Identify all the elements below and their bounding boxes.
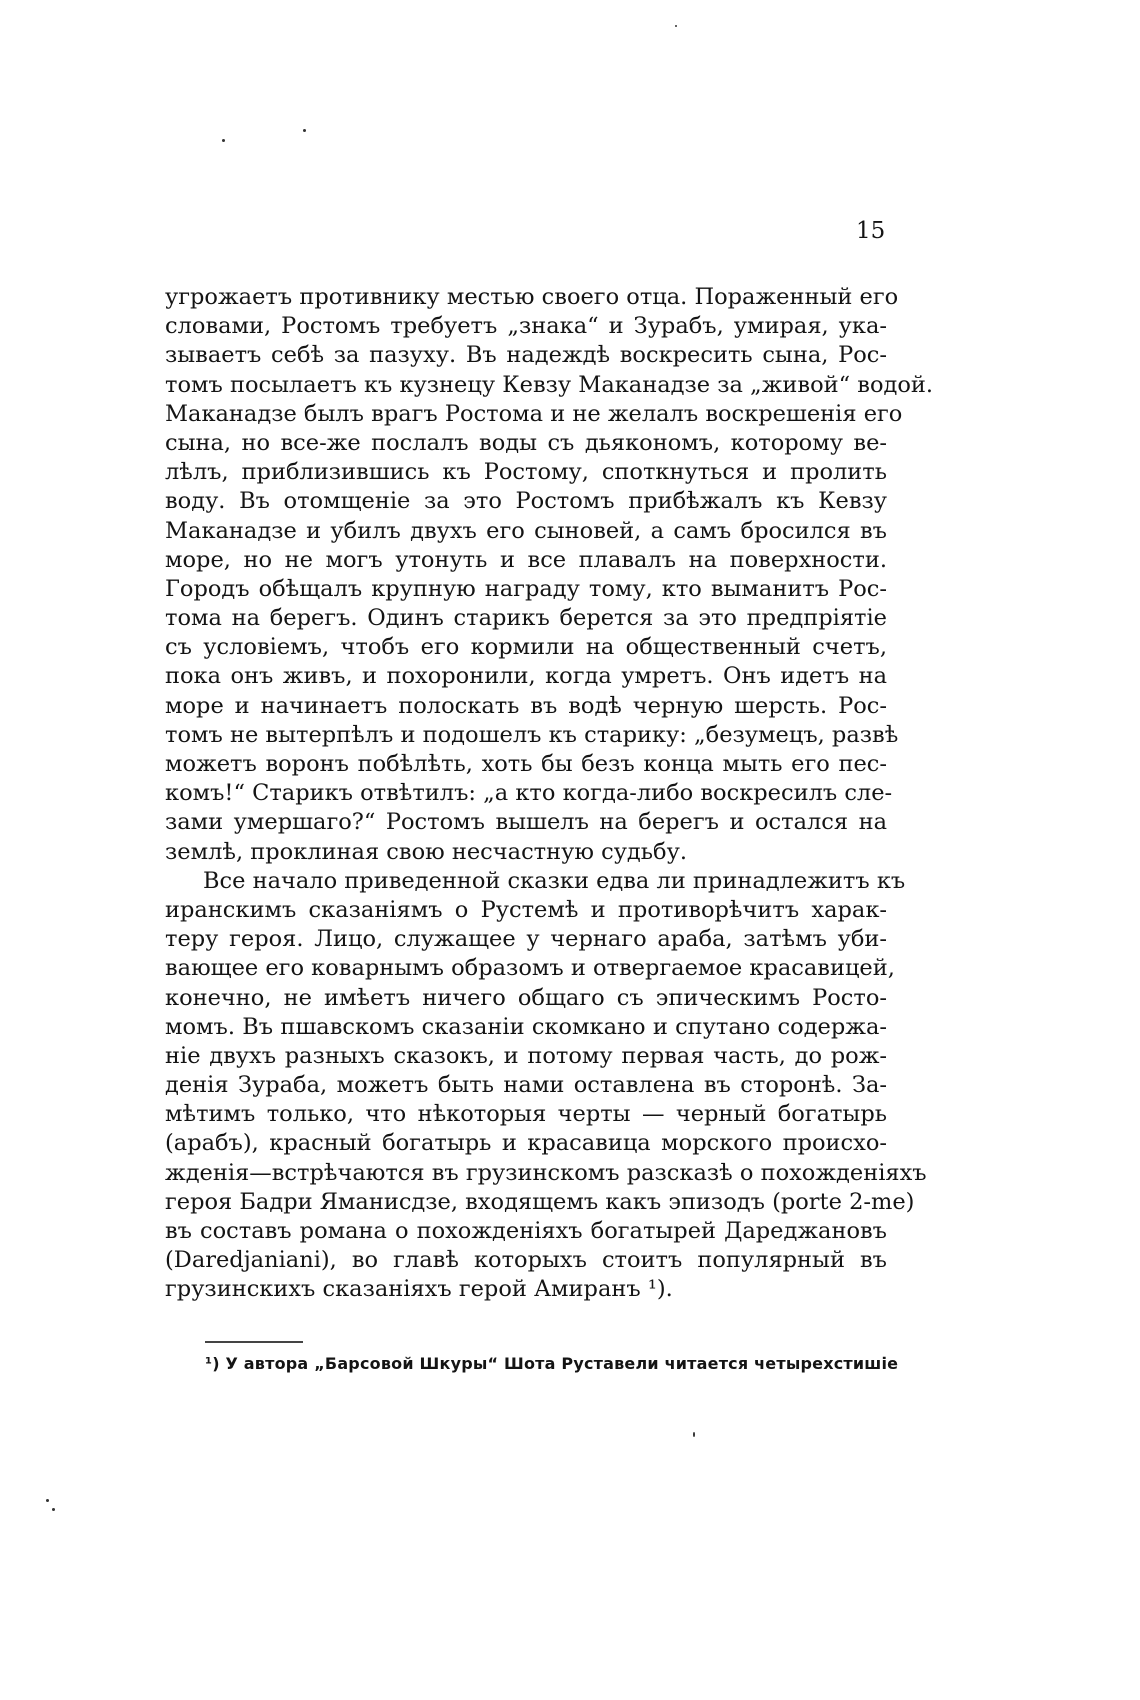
text-line: зываетъ себѣ за пазуху. Въ надеждѣ воскресить сына, Рос-	[165, 342, 887, 369]
footnote: ¹) У автора „Барсовой Шкуры“ Шота Руставели читается четырехстишіе	[205, 1354, 899, 1373]
text-line: иранскимъ сказаніямъ о Рустемѣ и противорѣчитъ харак-	[165, 896, 887, 923]
text-line: мѣтимъ только, что нѣкоторыя черты — черный богатырь	[165, 1101, 887, 1128]
text-line: воду. Въ отомщеніе за это Ростомъ прибѣжалъ къ Кевзу	[165, 488, 887, 515]
text-line: теру героя. Лицо, служащее у чернаго араба, затѣмъ уби-	[165, 926, 887, 953]
scan-speck	[52, 1508, 55, 1511]
text-line: героя Бадри Яманисдзе, входящемъ какъ эпизодъ (porte 2-me)	[165, 1188, 915, 1215]
text-line: словами, Ростомъ требуетъ „знака“ и Зурабъ, умирая, ука-	[165, 313, 887, 340]
text-line: зами умершаго?“ Ростомъ вышелъ на берегъ и остался на	[165, 809, 887, 836]
text-line: томъ не вытерпѣлъ и подошелъ къ старику: „безумецъ, развѣ	[165, 721, 899, 748]
scan-speck	[46, 1499, 49, 1502]
text-line: комъ!“ Старикъ отвѣтилъ: „а кто когда-либо воскресилъ сле-	[165, 780, 893, 807]
scan-speck	[303, 129, 306, 132]
text-line: съ условіемъ, чтобъ его кормили на общественный счетъ,	[165, 634, 887, 661]
text-line: томъ посылаетъ къ кузнецу Кевзу Маканадзе за „живой“ водой.	[165, 371, 934, 398]
paragraph-1	[165, 283, 934, 867]
footnote-divider	[205, 1341, 303, 1343]
text-line: момъ. Въ пшавскомъ сказаніи скомкано и спутано содержа-	[165, 1013, 887, 1040]
main-text	[165, 283, 934, 1305]
scan-speck	[675, 25, 677, 27]
text-line: сына, но все-же послалъ воды съ дьякономъ, которому ве-	[165, 429, 887, 456]
text-line: землѣ, проклиная свою несчастную судьбу.	[165, 838, 687, 865]
text-line: (арабъ), красный богатырь и красавица морского происхо-	[165, 1130, 887, 1157]
text-line: море и начинаетъ полоскать въ водѣ черную шерсть. Рос-	[165, 692, 887, 719]
text-line: денія Зураба, можетъ быть нами оставлена въ сторонѣ. За-	[165, 1072, 887, 1099]
text-line: угрожаетъ противнику местью своего отца. Пораженный его	[165, 284, 899, 310]
text-line: Маканадзе былъ врагъ Ростома и не желалъ воскрешенія его	[165, 400, 903, 427]
text-line: можетъ воронъ побѣлѣть, хоть бы безъ конца мыть его пес-	[165, 751, 887, 777]
text-line: ніе двухъ разныхъ сказокъ, и потому первая часть, до рож-	[165, 1042, 887, 1069]
text-line: Маканадзе и убилъ двухъ его сыновей, а самъ бросился въ	[165, 517, 887, 544]
text-line: въ составъ романа о похожденіяхъ богатырей Дареджановъ	[165, 1218, 887, 1244]
text-line: пока онъ живъ, и похоронили, когда умретъ. Онъ идетъ на	[165, 663, 887, 690]
text-line: Городъ обѣщалъ крупную награду тому, кто выманитъ Рос-	[165, 575, 887, 602]
text-line: грузинскихъ сказаніяхъ герой Амиранъ ¹).	[165, 1276, 673, 1303]
text-line: лѣлъ, приблизившись къ Ростому, споткнуться и пролить	[165, 459, 887, 486]
scan-speck	[693, 1432, 695, 1437]
page-number: 15	[856, 218, 886, 244]
text-line: Все начало приведенной сказки едва ли принадлежитъ къ	[203, 867, 906, 894]
text-line: вающее его коварнымъ образомъ и отвергаемое красавицей,	[165, 955, 895, 982]
text-line: жденія—встрѣчаются въ грузинскомъ разсказѣ о похожденіяхъ	[165, 1159, 927, 1186]
text-line: конечно, не имѣетъ ничего общаго съ эпическимъ Росто-	[165, 984, 887, 1011]
text-line: (Daredjaniani), во главѣ которыхъ стоитъ популярный въ	[165, 1247, 887, 1274]
text-line: тома на берегъ. Одинъ старикъ берется за это предпріятіе	[165, 605, 887, 632]
paragraph-2	[165, 867, 927, 1305]
text-line: море, но не могъ утонуть и все плавалъ на поверхности.	[165, 546, 887, 573]
scan-speck	[222, 139, 225, 142]
